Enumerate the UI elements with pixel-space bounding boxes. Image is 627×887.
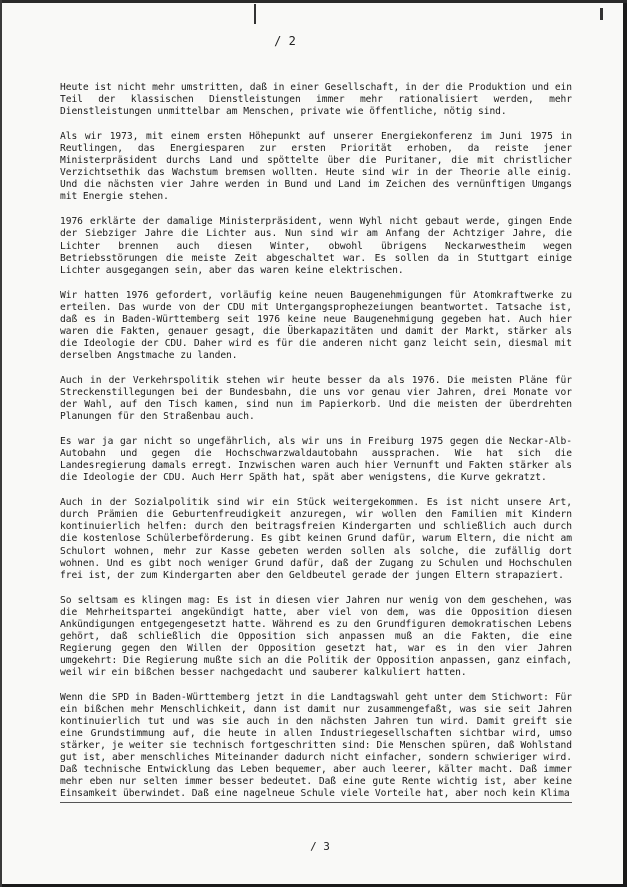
body-text [60, 82, 572, 800]
corner-mark [600, 8, 603, 20]
paragraph: 1976 erklärte der damalige Ministerpräsident, wenn Wyhl nicht gebaut werde, gingen Ende der Siebziger Jahre die Lichter aus. Nun sind wir am Anfang der Achtziger Jahre, die Lichter brennen auch diesen Winter, obwohl übrigens Neckarwestheim wegen Betriebsstörungen die meiste Zeit abgeschaltet war. Es sollen da in Stuttgart einige Lichter ausgegangen sein, aber das waren keine elektrischen. [60, 216, 572, 276]
paragraph: So seltsam es klingen mag: Es ist in diesen vier Jahren nur wenig von dem geschehen, was die Mehrheitspartei angekündigt hatte, aber viel von dem, was die Opposition diesen Ankündigungen entgegengesetzt hatte. Während es zu den Grundfiguren demokratischen Lebens gehört, daß schließlich die Opposition sich anpassen muß an die Fakten, die eine Regierung gegen den Willen der Opposition gesetzt hat, war es in den vier Jahren umgekehrt: Die Regierung mußte sich an die Politik der Opposition anpassen, ganz einfach, weil wir ein bißchen besser nachgedacht und sauberer kalkuliert hatten. [60, 594, 572, 678]
paragraph: Heute ist nicht mehr umstritten, daß in einer Gesellschaft, in der die Produktion und ein Teil der klassischen Dienstleistungen immer mehr rationalisiert werden, mehr Dienstleistungen unmittelbar am Menschen, private wie öffentliche, nötig sind. [60, 82, 572, 118]
scan-edge-top [0, 0, 627, 3]
paragraph: Wenn die SPD in Baden-Württemberg jetzt in die Landtagswahl geht unter dem Stichwort: Für ein bißchen mehr Menschlichkeit, dann ist damit nur zusammengefaßt, was sie seit Jahren kontinuierlich tut und was sie auch in den nächsten Jahren tun wird. Damit greift sie eine Grundstimmung auf, die heute in allen Industriegesellschaften sichtbar wird, umso stärker, je weiter sie technisch fortgeschritten sind: Die Menschen spüren, daß Wohlstand gut ist, aber menschliches Miteinander dadurch nicht einfacher, sondern schwieriger wird. Daß technische Entwicklung das Leben bequemer, aber auch leerer, kälter macht. Daß immer mehr eben nur selten immer besser bedeutet. Daß eine gute Rente wichtig ist, aber keine Einsamkeit überwindet. Daß eine nagelneue Schule viele Vorteile hat, aber noch kein Klima [60, 691, 572, 800]
paragraph: Es war ja gar nicht so ungefährlich, als wir uns in Freiburg 1975 gegen die Neckar-Alb-Autobahn und gegen die Hochschwarzwaldautobahn aussprachen. Wie hat sich die Landesregierung damals erregt. Inzwischen waren auch hier Vernunft und Fakten stärker als die Ideologie der CDU. Auch Herr Späth hat, spät aber wenigstens, die Kurve gekratzt. [60, 436, 572, 484]
paragraph: Als wir 1973, mit einem ersten Höhepunkt auf unserer Energiekonferenz im Juni 1975 in Reutlingen, das Energiesparen zur ersten Priorität erhoben, da reiste jener Ministerpräsident durchs Land und spöttelte über die Puritaner, die mit christlicher Verzichtsethik das Wachstum bremsen wollten. Heute sind wir in der Theorie alle einig. Und die nächsten vier Jahre werden in Bund und Land im Zeichen des vernünftigen Umgangs mit Energie stehen. [60, 131, 572, 203]
paragraph: Wir hatten 1976 gefordert, vorläufig keine neuen Baugenehmigungen für Atomkraftwerke zu erteilen. Das wurde von der CDU mit Untergangsprophezeiungen beantwortet. Tatsache ist, daß es in Baden-Württemberg seit 1976 keine neue Baugenehmigung gegeben hat. Auch hier waren die Fakten, genauer gesagt, die Überkapazitäten und damit der Markt, stärker als die Ideologie der CDU. Daher wird es für die anderen nicht ganz leicht sein, diesmal mit derselben Angstmache zu landen. [60, 289, 572, 361]
page-number-footer: / 3 [310, 840, 330, 853]
punch-mark [254, 4, 256, 24]
bottom-rule [60, 802, 572, 803]
page-number-header: / 2 [274, 34, 296, 48]
paragraph: Auch in der Sozialpolitik sind wir ein Stück weitergekommen. Es ist nicht unsere Art, durch Prämien die Geburtenfreudigkeit anzuregen, wir wollen den Familien mit Kindern kontinuierlich helfen: durch den beitragsfreien Kindergarten und schließlich auch durch die kostenlose Schülerbeförderung. Es gibt keinen Grund dafür, warum Eltern, die nicht am Schulort wohnen, mehr zur Kasse gebeten werden sollen als solche, die zufällig dort wohnen. Und es gibt noch weniger Grund dafür, daß der Zugang zu Schulen und Hochschulen frei ist, der zum Kindergarten aber den Geldbeutel gerade der jungen Eltern strapaziert. [60, 497, 572, 581]
paragraph: Auch in der Verkehrspolitik stehen wir heute besser da als 1976. Die meisten Pläne für Streckenstillegungen bei der Bundesbahn, die uns vor genau vier Jahren, drei Monate vor der Wahl, auf den Tisch kamen, sind nun im Papierkorb. Und die meisten der überdrehten Planungen für den Straßenbau auch. [60, 374, 572, 423]
scan-edge-left [0, 0, 2, 887]
